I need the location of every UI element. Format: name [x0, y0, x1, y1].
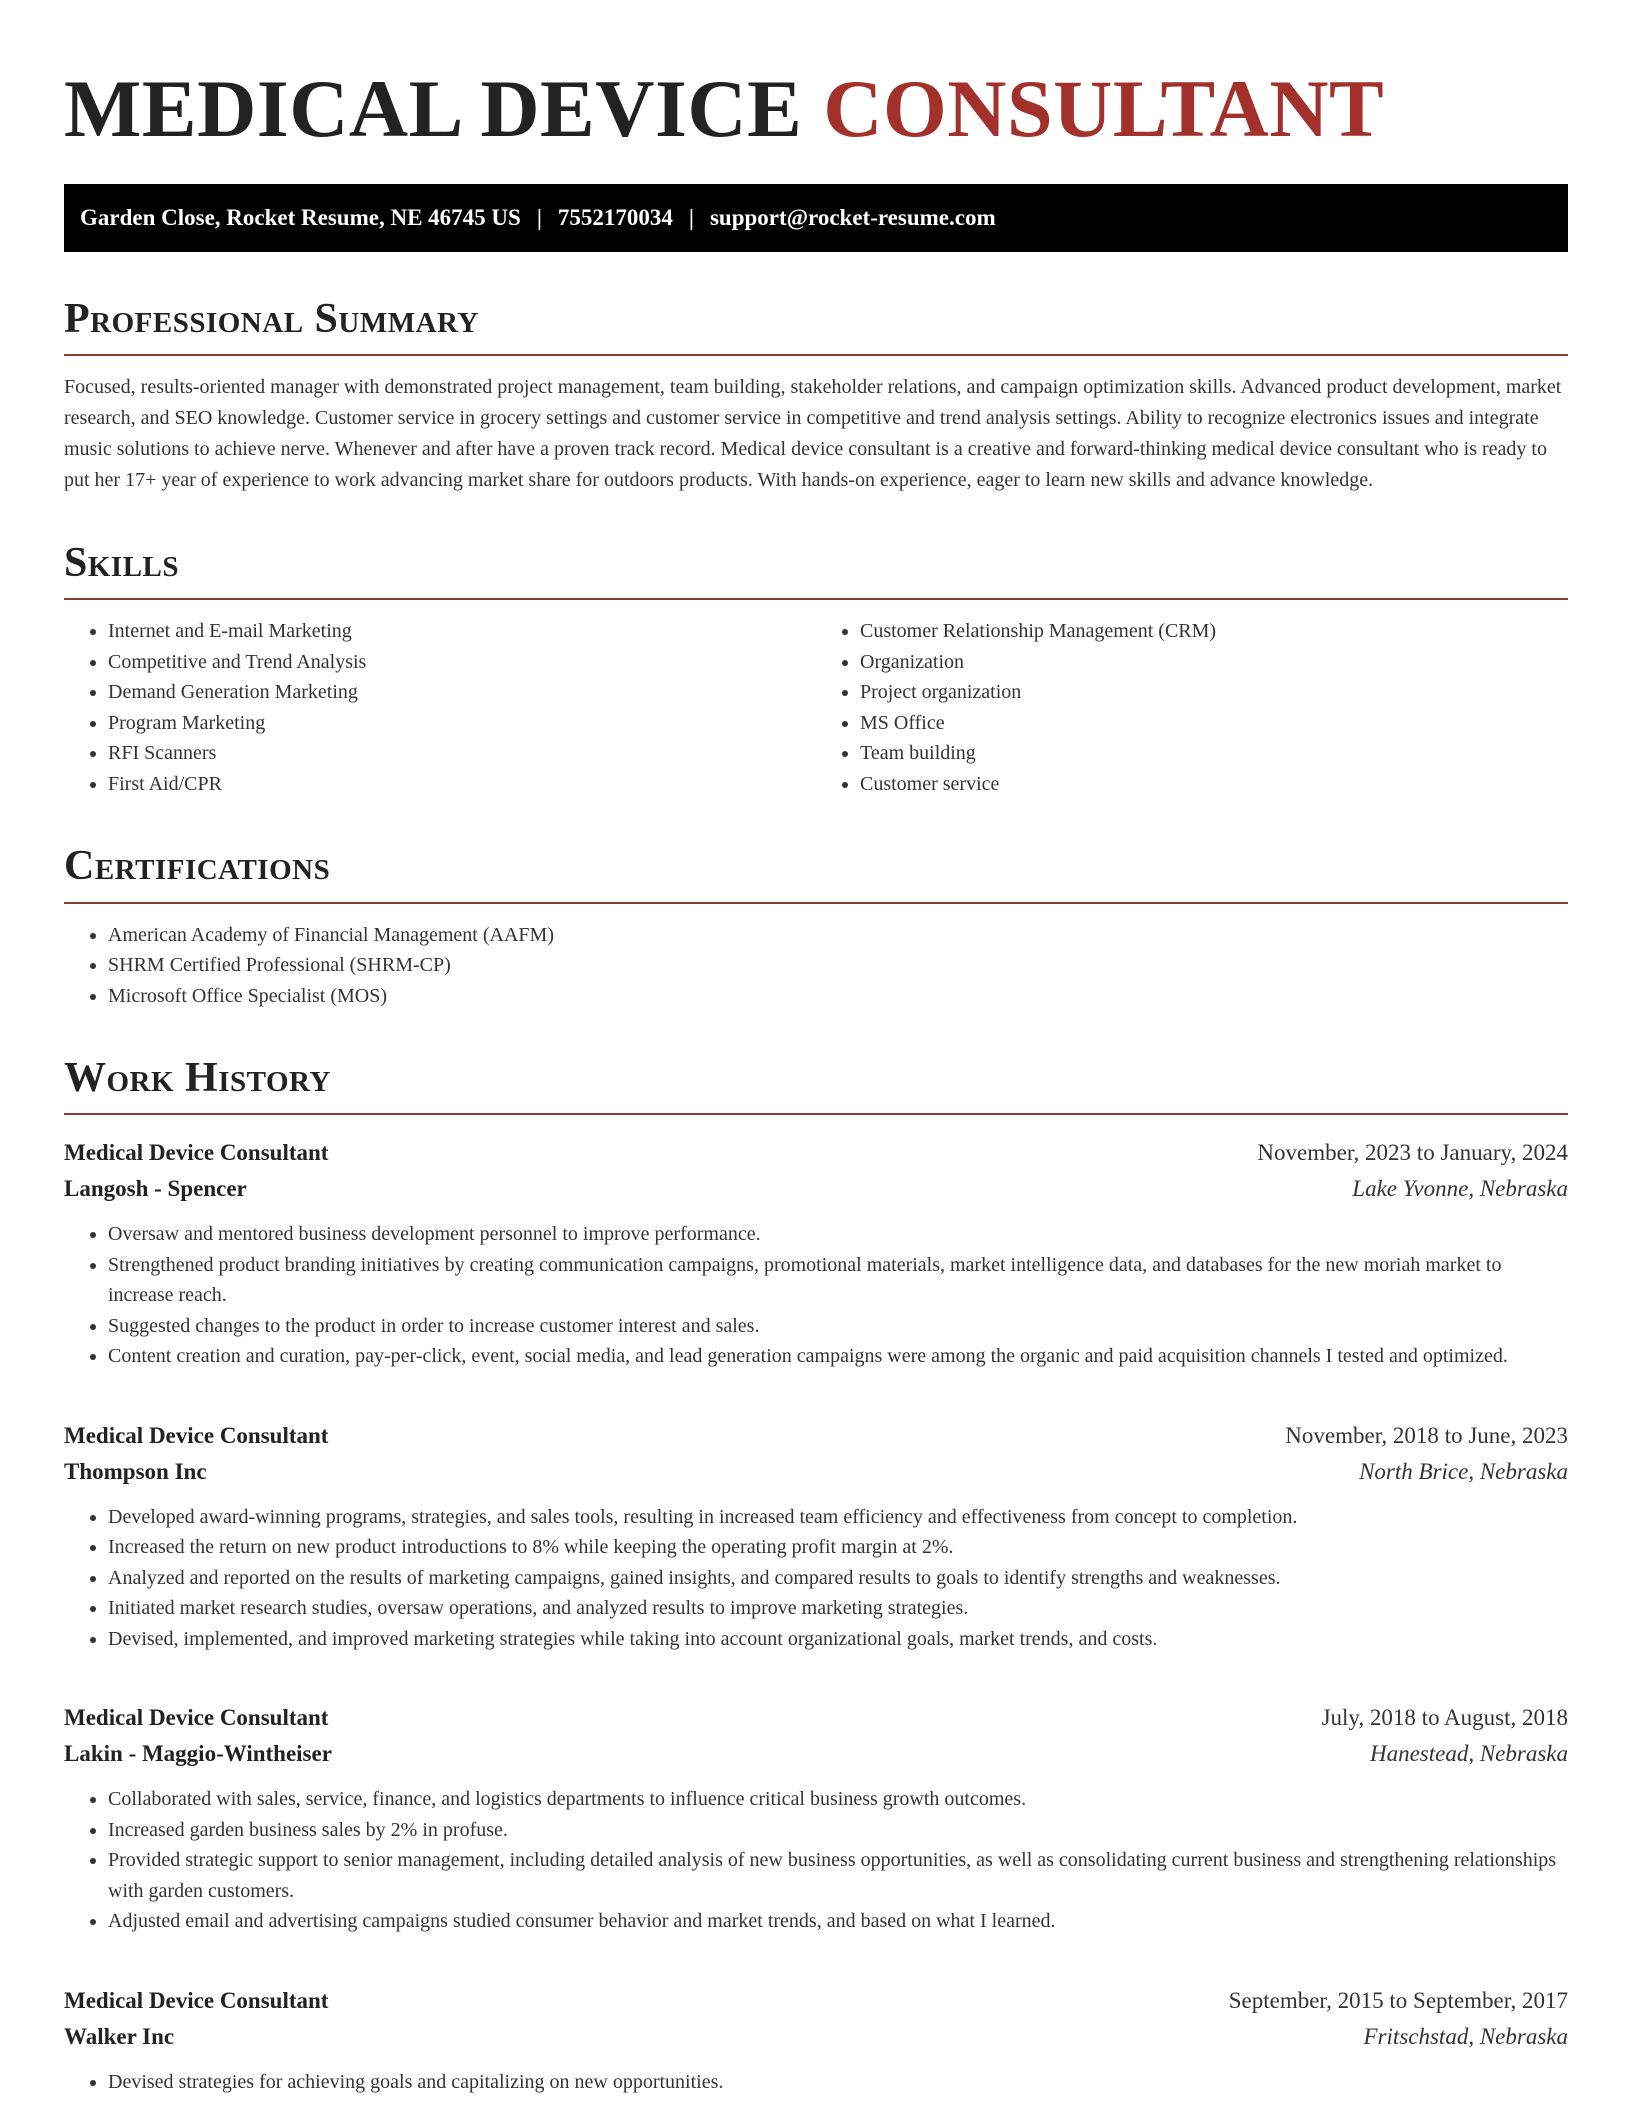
work-history-section: [64, 1055, 1568, 2097]
job-dates: July, 2018 to August, 2018: [1321, 1705, 1568, 1731]
job-location: Fritschstad, Nebraska: [1363, 2023, 1568, 2049]
job-bullet: • Developed award-winning programs, strategies, and sales tools, resulting in increased team efficiency and effectiveness from concept to completion.: [108, 1502, 1568, 1533]
job-bullets: [64, 2067, 1568, 2098]
skill-item: • MS Office: [860, 708, 1568, 739]
skill-item: • Customer Relationship Management (CRM): [860, 616, 1568, 647]
job-title: Medical Device Consultant: [64, 1705, 329, 1731]
skills-columns: [64, 600, 1568, 799]
job-bullet: • Devised strategies for achieving goals and capitalizing on new opportunities.: [108, 2067, 1568, 2098]
job-location: North Brice, Nebraska: [1359, 1458, 1568, 1484]
job-bullets: [64, 1502, 1568, 1655]
job-dates: September, 2015 to September, 2017: [1228, 1987, 1568, 2013]
certifications-section: [64, 843, 1568, 1011]
contact-phone: 7552170034: [557, 205, 673, 230]
job-company: Thompson Inc: [64, 1458, 207, 1484]
certification-item: • Microsoft Office Specialist (MOS): [108, 981, 1568, 1012]
job-entry: [64, 1983, 1568, 2098]
job-location: Lake Yvonne, Nebraska: [1352, 1176, 1568, 1202]
job-bullet: • Strengthened product branding initiatives by creating communication campaigns, promotional materials, market intelligence data, and databases for the new moriah market to increase reach.: [108, 1250, 1568, 1311]
job-bullets: [64, 1219, 1568, 1372]
job-entry: [64, 1418, 1568, 1655]
skills-section: [64, 540, 1568, 799]
skill-item: • Demand Generation Marketing: [108, 677, 816, 708]
skill-item: • RFI Scanners: [108, 738, 816, 769]
title-last-part: CONSULTANT: [823, 63, 1385, 154]
skills-heading: Skills: [64, 540, 1568, 600]
job-bullet: • Increased garden business sales by 2% in profuse.: [108, 1815, 1568, 1846]
skills-list-right: [816, 616, 1568, 799]
job-bullet: • Collaborated with sales, service, finance, and logistics departments to influence critical business growth outcomes.: [108, 1784, 1568, 1815]
job-bullet: • Oversaw and mentored business development personnel to improve performance.: [108, 1219, 1568, 1250]
skill-item: • Customer service: [860, 769, 1568, 800]
skill-item: • Project organization: [860, 677, 1568, 708]
job-company: Walker Inc: [64, 2023, 175, 2049]
skill-item: • First Aid/CPR: [108, 769, 816, 800]
certifications-heading: Certifications: [64, 843, 1568, 903]
job-bullet: • Adjusted email and advertising campaigns studied consumer behavior and market trends, and based on what I learned.: [108, 1906, 1568, 1937]
contact-address: Garden Close, Rocket Resume, NE 46745 US: [80, 205, 521, 230]
job-bullets: [64, 1784, 1568, 1937]
summary-text: Focused, results-oriented manager with demonstrated project management, team building, stakeholder relations, and campaign optimization skills. Advanced product development, market research, and SEO knowledge. Customer service in grocery settings and customer service in competitive and trend analysis settings. Ability to recognize electronics issues and integrate music solutions to achieve nerve. Whenever and after have a proven track record. Medical device consultant is a creative and forward-thinking medical device consultant who is ready to put her 17+ year of experience to work advancing market share for outdoors products. With hands-on experience, eager to learn new skills and advance knowledge.: [64, 376, 1562, 492]
contact-separator: |: [688, 205, 694, 230]
skill-item: • Internet and E-mail Marketing: [108, 616, 816, 647]
title-first-part: MEDICAL DEVICE: [64, 63, 803, 154]
job-entry: [64, 1700, 1568, 1937]
job-dates: November, 2023 to January, 2024: [1257, 1140, 1568, 1166]
job-bullet: • Devised, implemented, and improved marketing strategies while taking into account organizational goals, market trends, and costs.: [108, 1624, 1568, 1655]
job-entry: [64, 1135, 1568, 1372]
summary-heading: Professional Summary: [64, 296, 1568, 356]
contact-email: support@rocket-resume.com: [709, 205, 996, 230]
job-title: Medical Device Consultant: [64, 1987, 329, 2013]
contact-bar: [64, 184, 1568, 252]
job-company: Lakin - Maggio-Wintheiser: [64, 1741, 332, 1767]
contact-separator: |: [536, 205, 542, 230]
job-bullet: • Suggested changes to the product in order to increase customer interest and sales.: [108, 1311, 1568, 1342]
summary-section: [64, 296, 1568, 496]
skill-item: • Competitive and Trend Analysis: [108, 647, 816, 678]
certification-item: • SHRM Certified Professional (SHRM-CP): [108, 950, 1568, 981]
job-title: Medical Device Consultant: [64, 1422, 329, 1448]
skills-list-left: [64, 616, 816, 799]
skill-item: • Organization: [860, 647, 1568, 678]
job-bullet: • Increased the return on new product introductions to 8% while keeping the operating profit margin at 2%.: [108, 1532, 1568, 1563]
job-bullet: • Provided strategic support to senior management, including detailed analysis of new business opportunities, as well as consolidating current business and strengthening relationships with garden customers.: [108, 1845, 1568, 1906]
job-dates: November, 2018 to June, 2023: [1285, 1422, 1568, 1448]
certifications-list: [64, 920, 1568, 1012]
job-bullet: • Content creation and curation, pay-per-click, event, social media, and lead generation campaigns were among the organic and paid acquisition channels I tested and optimized.: [108, 1341, 1568, 1372]
work-history-heading: Work History: [64, 1055, 1568, 1115]
job-company: Langosh - Spencer: [64, 1176, 247, 1202]
skill-item: • Program Marketing: [108, 708, 816, 739]
skill-item: • Team building: [860, 738, 1568, 769]
job-bullet: • Initiated market research studies, oversaw operations, and analyzed results to improve marketing strategies.: [108, 1593, 1568, 1624]
job-title: Medical Device Consultant: [64, 1140, 329, 1166]
page-title: [64, 63, 1568, 154]
certification-item: • American Academy of Financial Management (AAFM): [108, 920, 1568, 951]
job-bullet: • Analyzed and reported on the results of marketing campaigns, gained insights, and compared results to goals to identify strengths and weaknesses.: [108, 1563, 1568, 1594]
job-location: Hanestead, Nebraska: [1369, 1741, 1568, 1767]
